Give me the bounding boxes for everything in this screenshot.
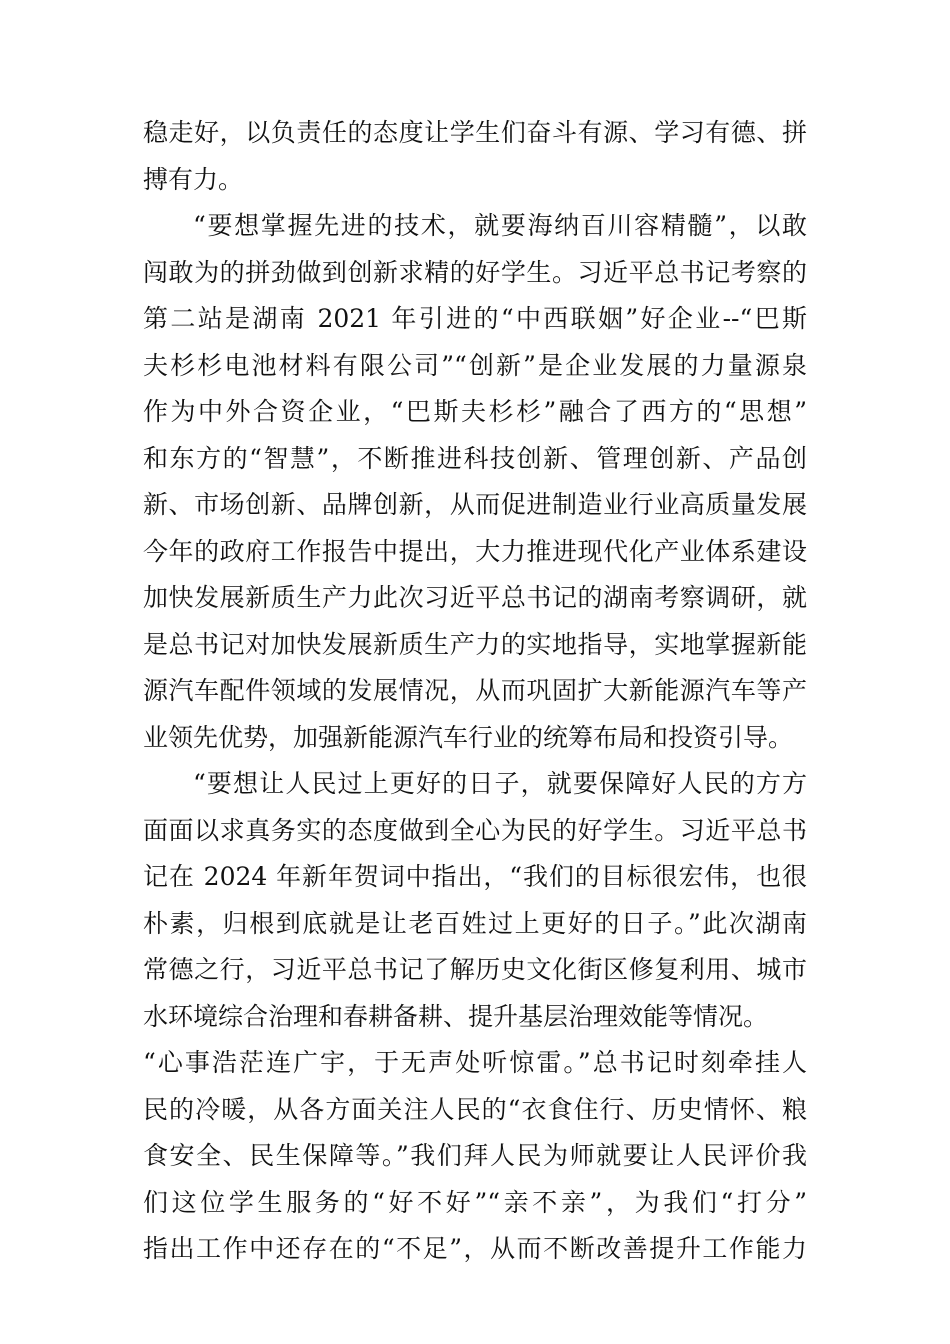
paragraph-start-line: “要想让人民过上更好的日子，就要保障好人民的方方 <box>193 769 807 798</box>
text-line: 指出工作中还存在的“不足”，从而不断改善提升工作能力 <box>143 1234 807 1263</box>
text-line: 记在 2024 年新年贺词中指出，“我们的目标很宏伟，也很 <box>143 862 807 891</box>
paragraph-start-line: “要想掌握先进的技术，就要海纳百川容精髓”，以敢 <box>193 211 807 240</box>
text-line: 是总书记对加快发展新质生产力的实地指导，实地掌握新能 <box>143 629 807 659</box>
text-line: 闯敢为的拼劲做到创新求精的好学生。习近平总书记考察的 <box>143 257 807 287</box>
text-line: 面面以求真务实的态度做到全心为民的好学生。习近平总书 <box>143 815 807 845</box>
text-line: 水环境综合治理和春耕备耕、提升基层治理效能等情况。 <box>143 1001 769 1031</box>
text-line: 和东方的“智慧”，不断推进科技创新、管理创新、产品创 <box>143 443 807 473</box>
text-line: 朴素，归根到底就是让老百姓过上更好的日子。”此次湖南 <box>143 908 807 938</box>
text-line: 们这位学生服务的“好不好”“亲不亲”，为我们“打分” <box>143 1187 807 1217</box>
text-line: 民的冷暖，从各方面关注人民的“衣食住行、历史情怀、粮 <box>143 1094 807 1124</box>
text-line: 搏有力。 <box>143 164 244 194</box>
body-text <box>143 110 807 1273</box>
text-line: 常德之行，习近平总书记了解历史文化街区修复利用、城市 <box>143 955 807 984</box>
text-line: 源汽车配件领域的发展情况，从而巩固扩大新能源汽车等产 <box>143 676 807 705</box>
text-line: 新、市场创新、品牌创新，从而促进制造业行业高质量发展 <box>143 490 807 519</box>
text-line: 今年的政府工作报告中提出，大力推进现代化产业体系建设 <box>143 536 807 566</box>
text-line: 第二站是湖南 2021 年引进的“中西联姻”好企业--“巴斯 <box>143 304 807 333</box>
text-line: 食安全、民生保障等。”我们拜人民为师就要让人民评价我 <box>143 1141 807 1170</box>
text-line: 业领先优势，加强新能源汽车行业的统筹布局和投资引导。 <box>143 722 794 752</box>
text-line: 加快发展新质生产力此次习近平总书记的湖南考察调研，就 <box>143 583 807 612</box>
text-line: 夫杉杉电池材料有限公司”“创新”是企业发展的力量源泉 <box>143 350 807 380</box>
text-line: 作为中外合资企业，“巴斯夫杉杉”融合了西方的“思想” <box>143 397 807 426</box>
text-line: “心事浩茫连广宇，于无声处听惊雷。”总书记时刻牵挂人 <box>143 1048 807 1077</box>
text-line: 稳走好，以负责任的态度让学生们奋斗有源、学习有德、拼 <box>143 118 807 147</box>
